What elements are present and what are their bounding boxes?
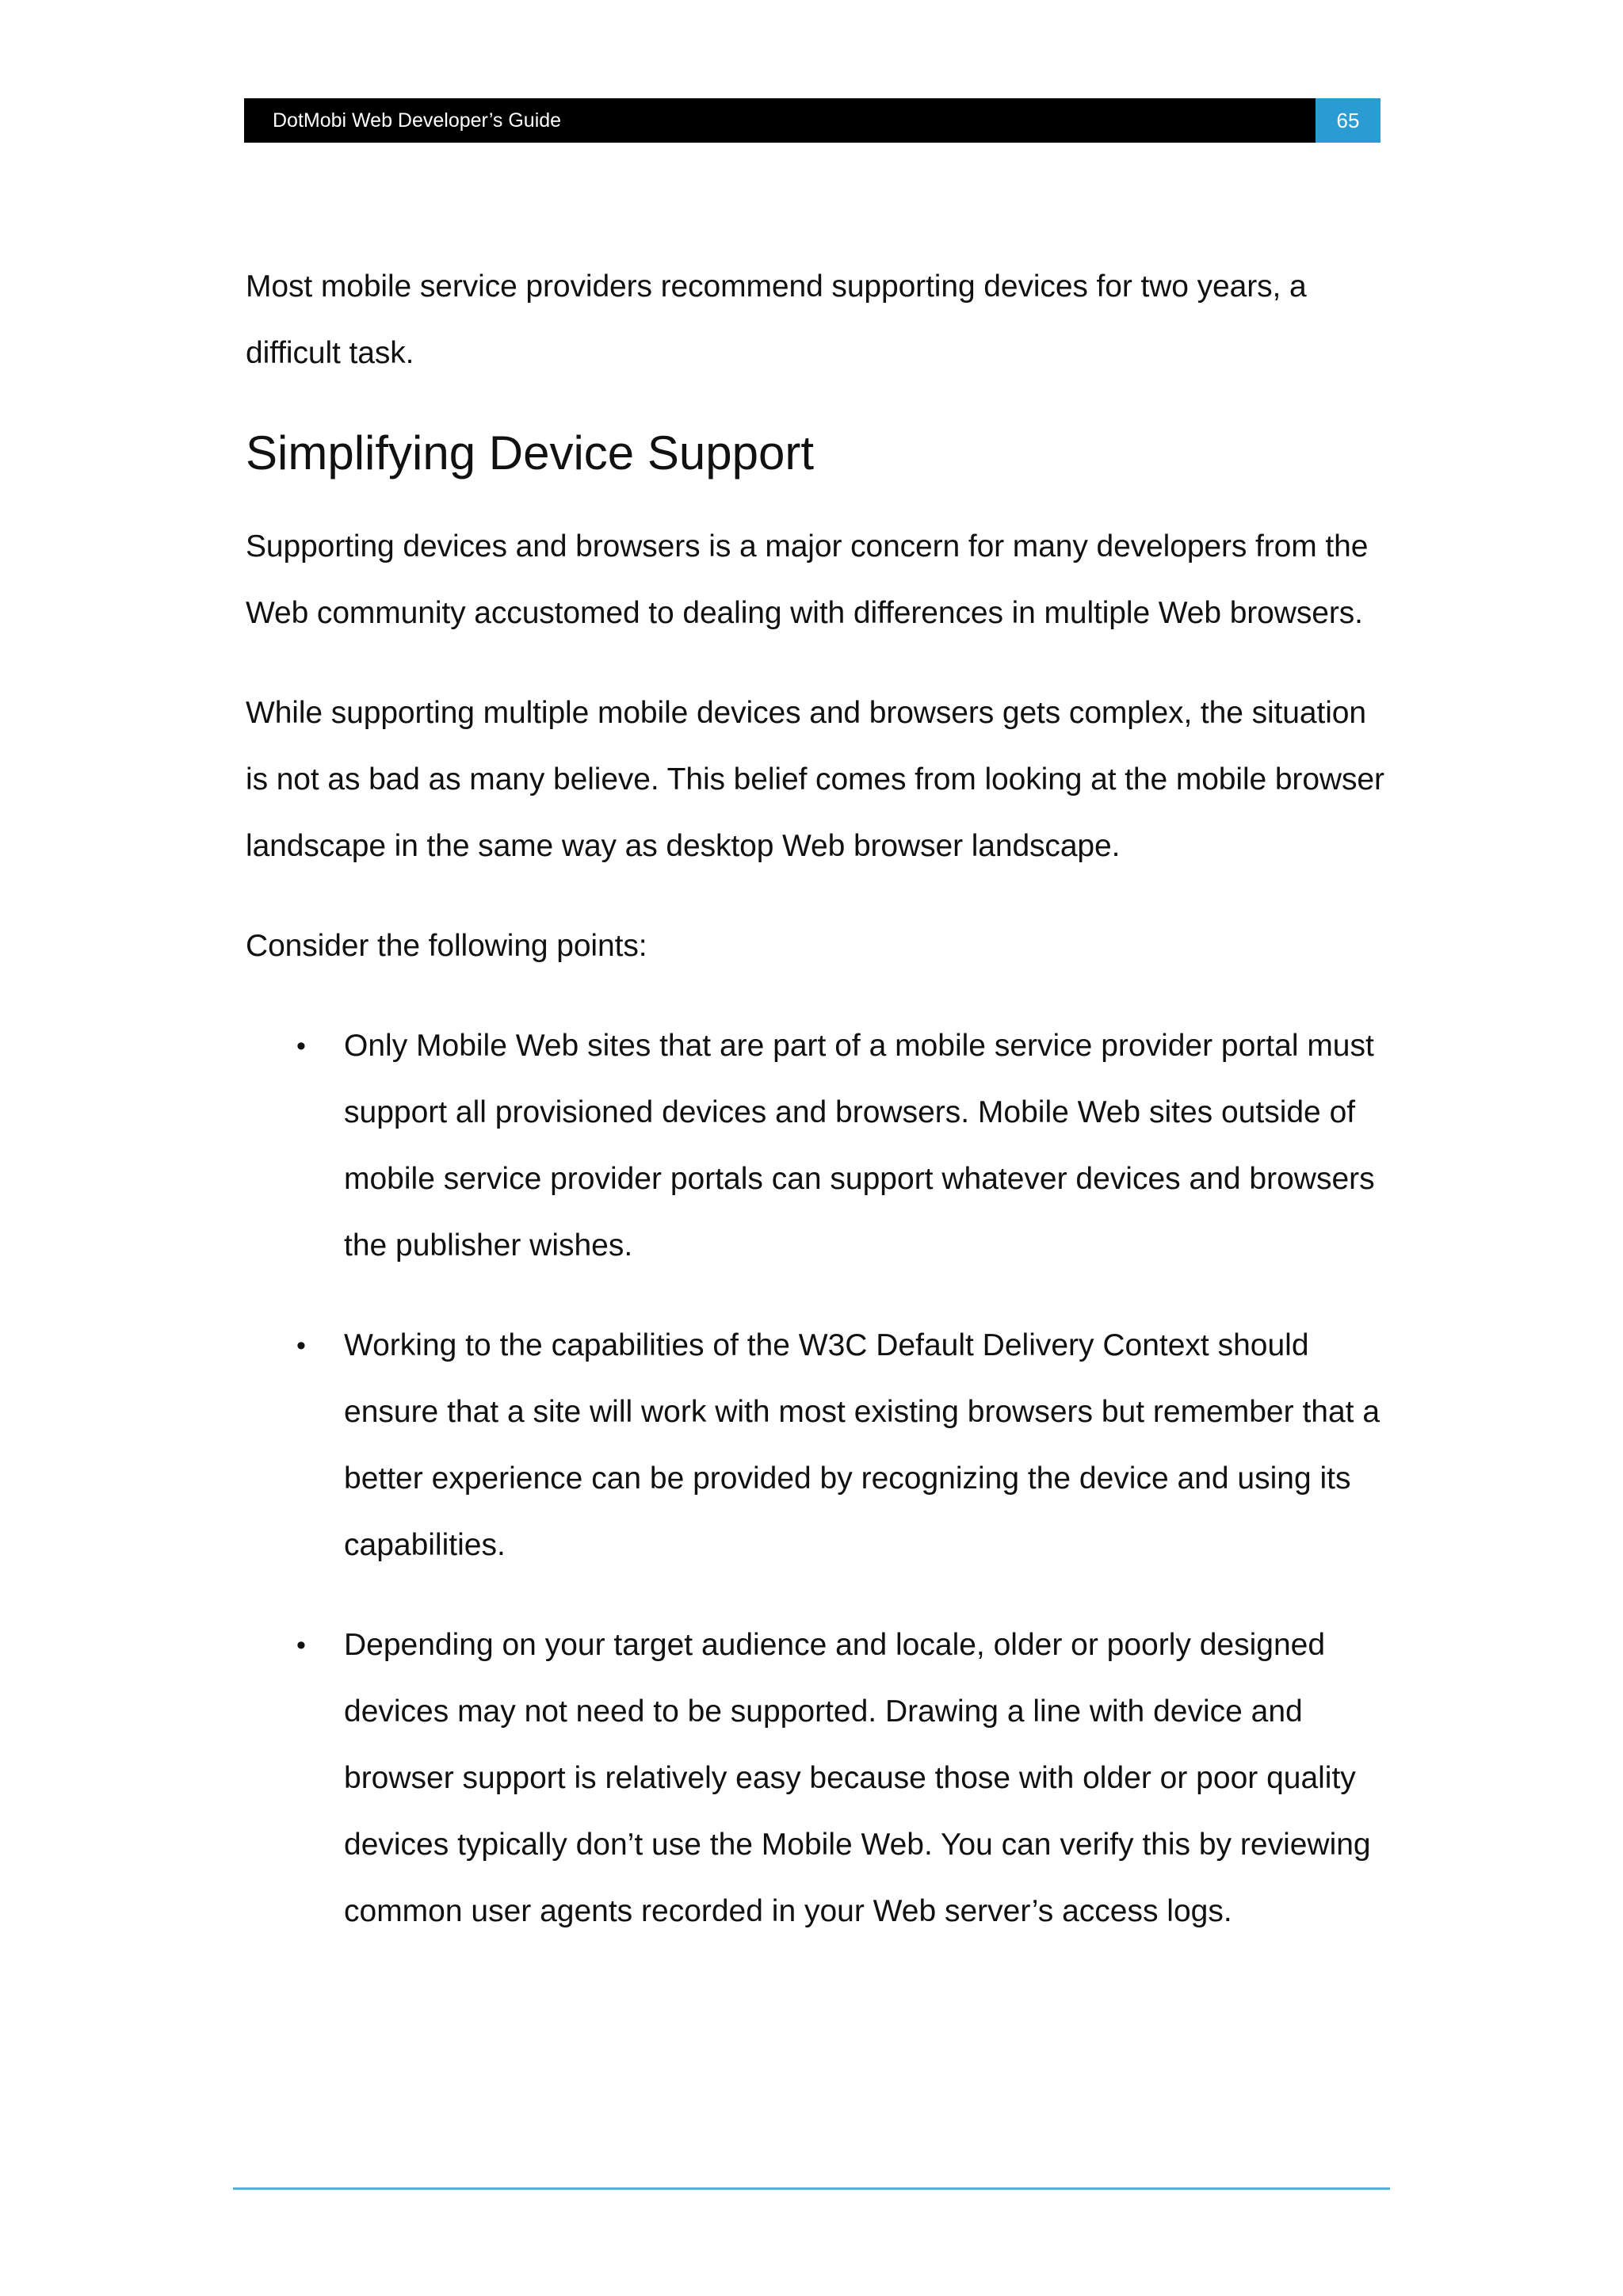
bullet-icon: • bbox=[296, 1031, 306, 1061]
points-list bbox=[246, 1013, 1387, 1945]
page-body bbox=[246, 254, 1387, 1978]
paragraph-consider: Consider the following points: bbox=[246, 929, 647, 963]
running-header bbox=[244, 98, 1381, 143]
section-heading: Simplifying Device Support bbox=[246, 426, 814, 479]
list-item bbox=[246, 1612, 1387, 1945]
paragraph-device-support: Supporting devices and browsers is a major concern for many developers from the Web community accustomed to dealing with differences in multiple Web browsers. bbox=[246, 529, 1369, 630]
list-item bbox=[246, 1013, 1387, 1279]
list-item-text: Working to the capabilities of the W3C Default Delivery Context should ensure that a site will work with most existing browsers but remember that a better experience can be provided by recognizing the device and using its capabilities. bbox=[344, 1328, 1381, 1562]
bullet-icon: • bbox=[296, 1331, 306, 1361]
list-item-text: Depending on your target audience and locale, older or poorly designed devices may not need to be supported. Drawing a line with device and browser support is relatively easy because those with older or poor quality devices typically don’t use the Mobile Web. You can verify this by reviewing common user agents recorded in your Web server’s access logs. bbox=[344, 1628, 1371, 1928]
list-item-text: Only Mobile Web sites that are part of a mobile service provider portal must support all provisioned devices and browsers. Mobile Web sites outside of mobile service provider portals can support whatever devices and browsers the publisher wishes. bbox=[344, 1029, 1375, 1263]
footer-divider bbox=[233, 2187, 1390, 2190]
page-number: 65 bbox=[1316, 98, 1381, 143]
intro-paragraph: Most mobile service providers recommend supporting devices for two years, a difficult task. bbox=[246, 269, 1307, 370]
bullet-icon: • bbox=[296, 1630, 306, 1660]
paragraph-complexity: While supporting multiple mobile devices and browsers gets complex, the situation is not as bad as many believe. This belief comes from looking at the mobile browser landscape in the same way as desktop Web browser landscape. bbox=[246, 696, 1384, 863]
list-item bbox=[246, 1312, 1387, 1579]
header-title: DotMobi Web Developer’s Guide bbox=[273, 109, 562, 132]
